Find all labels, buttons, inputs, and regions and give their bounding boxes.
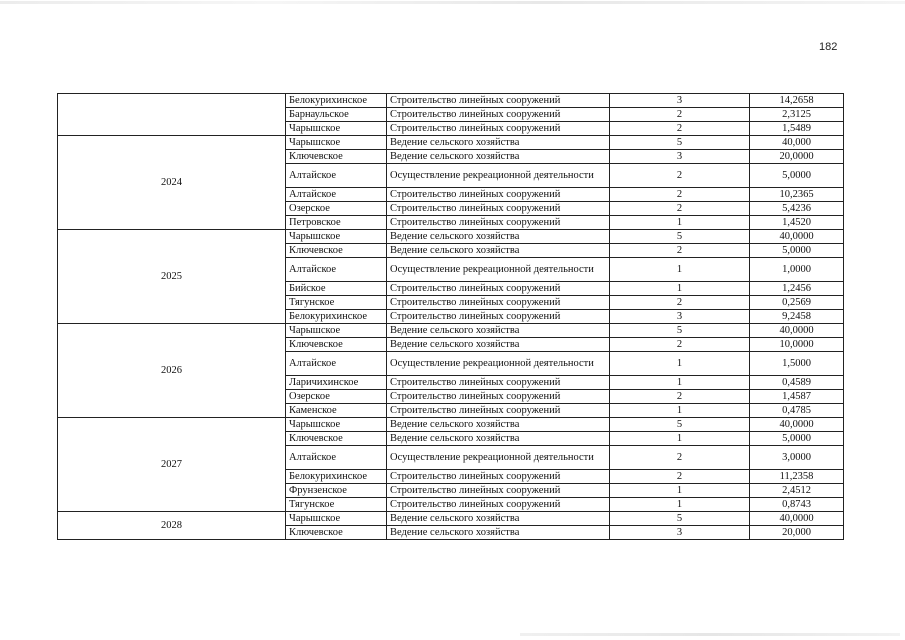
count-cell: 5 (610, 418, 750, 432)
district-cell: Чарышское (286, 122, 387, 136)
table-body (58, 94, 844, 540)
count-cell: 3 (610, 310, 750, 324)
volume-cell: 10,0000 (750, 338, 844, 352)
page-number: 182 (819, 41, 838, 53)
volume-cell: 11,2358 (750, 470, 844, 484)
count-cell: 2 (610, 108, 750, 122)
district-cell: Алтайское (286, 352, 387, 376)
district-cell: Чарышское (286, 418, 387, 432)
count-cell: 1 (610, 498, 750, 512)
activity-cell: Ведение сельского хозяйства (387, 324, 610, 338)
count-cell: 5 (610, 324, 750, 338)
count-cell: 5 (610, 136, 750, 150)
volume-cell: 40,0000 (750, 512, 844, 526)
count-cell: 3 (610, 526, 750, 540)
activity-cell: Ведение сельского хозяйства (387, 338, 610, 352)
district-cell: Чарышское (286, 324, 387, 338)
year-cell: 2027 (58, 418, 286, 512)
count-cell: 2 (610, 470, 750, 484)
activity-cell: Ведение сельского хозяйства (387, 136, 610, 150)
volume-cell: 2,4512 (750, 484, 844, 498)
count-cell: 2 (610, 296, 750, 310)
district-cell: Тягунское (286, 296, 387, 310)
volume-cell: 1,0000 (750, 258, 844, 282)
year-cell: 2028 (58, 512, 286, 540)
district-cell: Ключевское (286, 432, 387, 446)
volume-cell: 1,4587 (750, 390, 844, 404)
district-cell: Алтайское (286, 446, 387, 470)
activity-cell: Строительство линейных сооружений (387, 404, 610, 418)
district-cell: Белокурихинское (286, 94, 387, 108)
activity-cell: Ведение сельского хозяйства (387, 230, 610, 244)
count-cell: 1 (610, 484, 750, 498)
count-cell: 1 (610, 352, 750, 376)
activity-cell: Строительство линейных сооружений (387, 498, 610, 512)
volume-cell: 1,4520 (750, 216, 844, 230)
count-cell: 2 (610, 338, 750, 352)
district-cell: Ключевское (286, 338, 387, 352)
activity-cell: Осуществление рекреационной деятельности (387, 446, 610, 470)
district-cell: Алтайское (286, 164, 387, 188)
year-cell: 2026 (58, 324, 286, 418)
volume-cell: 9,2458 (750, 310, 844, 324)
year-cell: 2024 (58, 136, 286, 230)
activity-cell: Ведение сельского хозяйства (387, 512, 610, 526)
district-cell: Петровское (286, 216, 387, 230)
count-cell: 5 (610, 230, 750, 244)
volume-cell: 20,000 (750, 526, 844, 540)
activity-cell: Строительство линейных сооружений (387, 108, 610, 122)
activity-cell: Строительство линейных сооружений (387, 202, 610, 216)
district-cell: Алтайское (286, 258, 387, 282)
district-cell: Барнаульское (286, 108, 387, 122)
district-cell: Ключевское (286, 150, 387, 164)
count-cell: 5 (610, 512, 750, 526)
year-cell (58, 94, 286, 136)
activity-cell: Осуществление рекреационной деятельности (387, 164, 610, 188)
volume-cell: 1,2456 (750, 282, 844, 296)
volume-cell: 5,0000 (750, 164, 844, 188)
count-cell: 1 (610, 404, 750, 418)
district-cell: Ключевское (286, 526, 387, 540)
count-cell: 2 (610, 446, 750, 470)
volume-cell: 14,2658 (750, 94, 844, 108)
count-cell: 1 (610, 282, 750, 296)
table-row (58, 230, 844, 244)
activity-cell: Строительство линейных сооружений (387, 188, 610, 202)
year-cell: 2025 (58, 230, 286, 324)
count-cell: 1 (610, 432, 750, 446)
table-row (58, 136, 844, 150)
activity-cell: Строительство линейных сооружений (387, 296, 610, 310)
district-cell: Чарышское (286, 512, 387, 526)
district-cell: Тягунское (286, 498, 387, 512)
district-cell: Озерское (286, 202, 387, 216)
count-cell: 1 (610, 376, 750, 390)
scan-edge-top (0, 1, 905, 4)
district-cell: Бийское (286, 282, 387, 296)
activity-cell: Строительство линейных сооружений (387, 484, 610, 498)
table-row (58, 512, 844, 526)
district-cell: Чарышское (286, 230, 387, 244)
count-cell: 2 (610, 164, 750, 188)
volume-cell: 2,3125 (750, 108, 844, 122)
activity-cell: Строительство линейных сооружений (387, 282, 610, 296)
count-cell: 2 (610, 188, 750, 202)
volume-cell: 0,4589 (750, 376, 844, 390)
table-row (58, 418, 844, 432)
count-cell: 2 (610, 202, 750, 216)
count-cell: 2 (610, 122, 750, 136)
volume-cell: 40,0000 (750, 418, 844, 432)
district-cell: Чарышское (286, 136, 387, 150)
volume-cell: 5,0000 (750, 432, 844, 446)
volume-cell: 5,0000 (750, 244, 844, 258)
volume-cell: 3,0000 (750, 446, 844, 470)
activity-cell: Строительство линейных сооружений (387, 310, 610, 324)
district-cell: Ларичихинское (286, 376, 387, 390)
count-cell: 3 (610, 150, 750, 164)
activity-cell: Ведение сельского хозяйства (387, 526, 610, 540)
volume-cell: 0,2569 (750, 296, 844, 310)
volume-cell: 1,5489 (750, 122, 844, 136)
scan-edge-bottom (520, 633, 900, 636)
volume-cell: 1,5000 (750, 352, 844, 376)
activity-cell: Ведение сельского хозяйства (387, 150, 610, 164)
count-cell: 3 (610, 94, 750, 108)
district-cell: Белокурихинское (286, 310, 387, 324)
table-row (58, 94, 844, 108)
activity-cell: Строительство линейных сооружений (387, 390, 610, 404)
volume-cell: 5,4236 (750, 202, 844, 216)
activity-cell: Ведение сельского хозяйства (387, 244, 610, 258)
activity-cell: Строительство линейных сооружений (387, 94, 610, 108)
volume-cell: 10,2365 (750, 188, 844, 202)
district-cell: Фрунзенское (286, 484, 387, 498)
volume-cell: 0,4785 (750, 404, 844, 418)
volume-cell: 40,0000 (750, 230, 844, 244)
data-table (57, 93, 844, 540)
count-cell: 2 (610, 244, 750, 258)
activity-cell: Ведение сельского хозяйства (387, 418, 610, 432)
district-cell: Алтайское (286, 188, 387, 202)
district-cell: Каменское (286, 404, 387, 418)
district-cell: Ключевское (286, 244, 387, 258)
activity-cell: Строительство линейных сооружений (387, 122, 610, 136)
activity-cell: Ведение сельского хозяйства (387, 432, 610, 446)
volume-cell: 40,0000 (750, 324, 844, 338)
volume-cell: 40,000 (750, 136, 844, 150)
activity-cell: Строительство линейных сооружений (387, 470, 610, 484)
district-cell: Озерское (286, 390, 387, 404)
activity-cell: Строительство линейных сооружений (387, 216, 610, 230)
volume-cell: 0,8743 (750, 498, 844, 512)
count-cell: 1 (610, 258, 750, 282)
district-cell: Белокурихинское (286, 470, 387, 484)
count-cell: 1 (610, 216, 750, 230)
activity-cell: Осуществление рекреационной деятельности (387, 258, 610, 282)
table-row (58, 324, 844, 338)
count-cell: 2 (610, 390, 750, 404)
activity-cell: Осуществление рекреационной деятельности (387, 352, 610, 376)
volume-cell: 20,0000 (750, 150, 844, 164)
activity-cell: Строительство линейных сооружений (387, 376, 610, 390)
